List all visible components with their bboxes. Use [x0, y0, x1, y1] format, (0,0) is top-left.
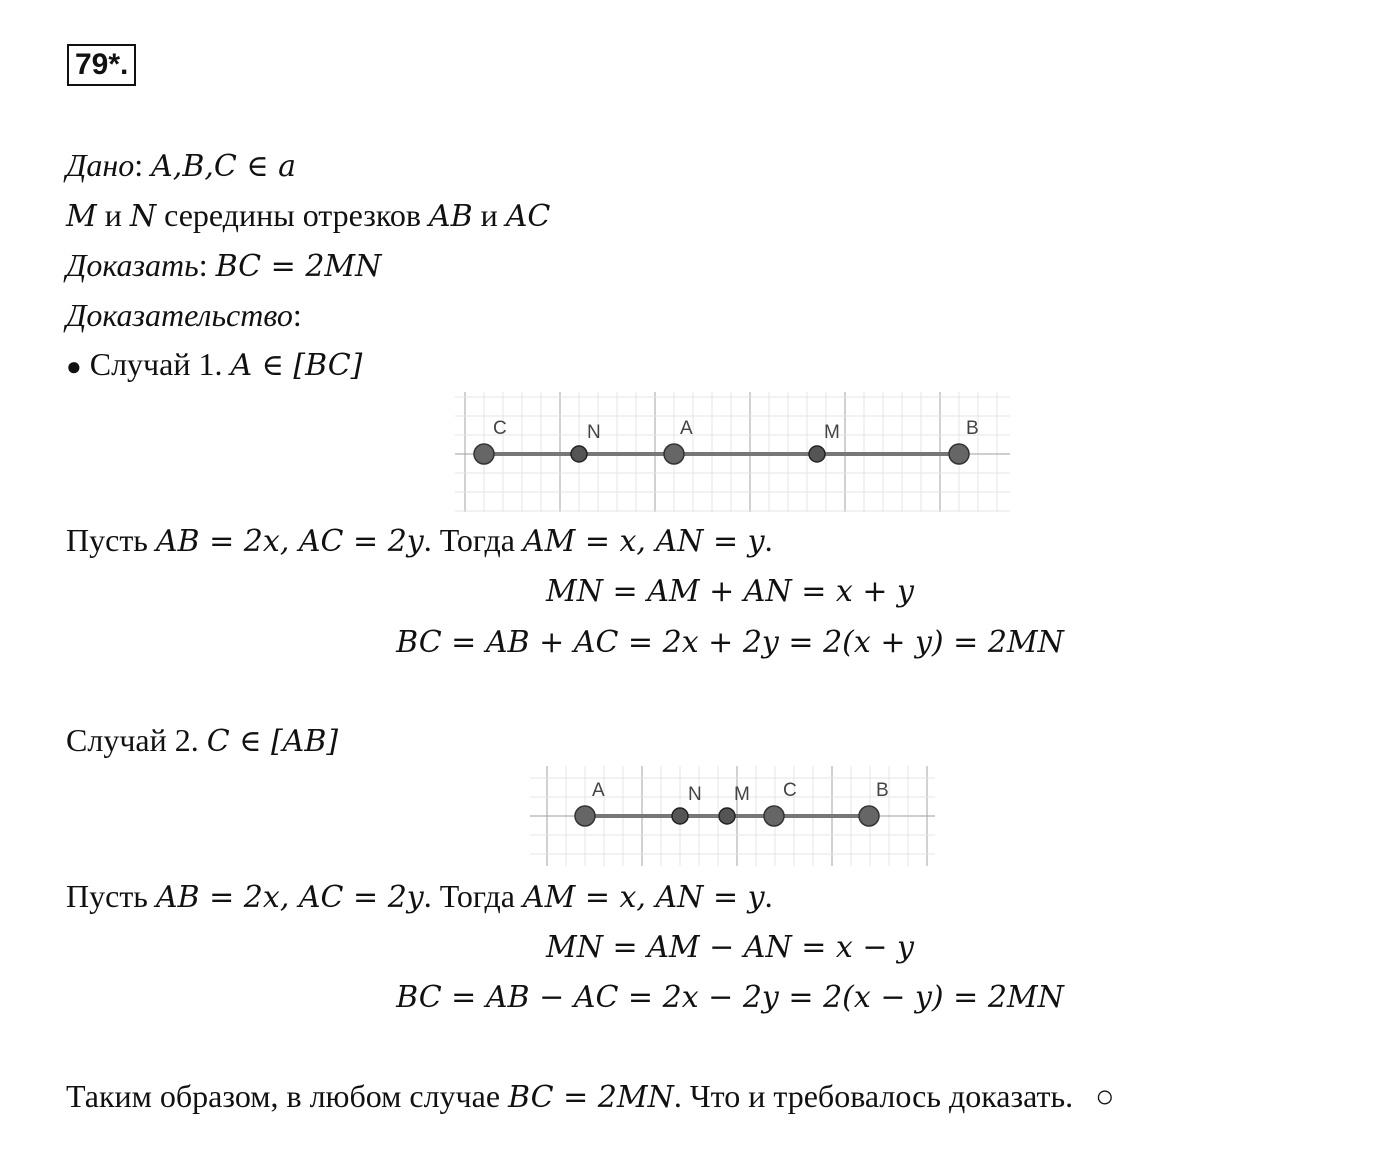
- conclusion-line: Таким образом, в любом случае BC = 2MN. Что и требовалось доказать. ○: [66, 1078, 1115, 1115]
- given-statement: A,B,C ∈ a: [151, 149, 297, 184]
- label-c: C: [493, 418, 507, 439]
- end-mark-icon: ○: [1095, 1078, 1115, 1114]
- prove-statement: BC = 2MN: [215, 249, 382, 284]
- label-n: N: [688, 784, 702, 805]
- point-n: [571, 446, 587, 462]
- problem-number: 79*.: [67, 44, 136, 86]
- case1-equation-1: MN = AM + AN = x + y: [546, 574, 914, 609]
- label-c: C: [783, 780, 797, 801]
- proof-line: Доказательство:: [66, 297, 302, 333]
- case1-heading: ● Случай 1. A ∈ [BC]: [66, 346, 363, 383]
- proof-label: Доказательство: [66, 297, 293, 333]
- case2-heading: Случай 2. C ∈ [AB]: [66, 722, 339, 759]
- label-n: N: [587, 422, 601, 443]
- bullet-icon: ●: [66, 352, 82, 381]
- point-n: [672, 808, 688, 824]
- midpoints-line: M и N середины отрезков AB и AC: [66, 197, 551, 234]
- point-c: [474, 444, 494, 464]
- point-b: [949, 444, 969, 464]
- case1-diagram: [455, 392, 1010, 512]
- point-a: [664, 444, 684, 464]
- point-m: [809, 446, 825, 462]
- given-label: Дано: [66, 147, 135, 183]
- point-c: [764, 806, 784, 826]
- label-m: M: [824, 422, 840, 443]
- label-b: B: [966, 418, 979, 439]
- case1-equation-2: BC = AB + AC = 2x + 2y = 2(x + y) = 2MN: [396, 625, 1064, 660]
- case2-equation-2: BC = AB − AC = 2x − 2y = 2(x − y) = 2MN: [396, 980, 1064, 1015]
- label-b: B: [876, 780, 889, 801]
- given-line: Дано: A,B,C ∈ a: [66, 147, 297, 184]
- case1-let-line: Пусть AB = 2x, AC = 2y. Тогда AM = x, AN = y.: [66, 522, 773, 559]
- label-m: M: [734, 784, 750, 805]
- point-a: [575, 806, 595, 826]
- point-m: [719, 808, 735, 824]
- point-b: [859, 806, 879, 826]
- prove-label: Доказать: [66, 247, 199, 283]
- label-a: A: [592, 780, 605, 801]
- case2-let-line: Пусть AB = 2x, AC = 2y. Тогда AM = x, AN = y.: [66, 878, 773, 915]
- case2-diagram: [530, 766, 935, 866]
- prove-line: Доказать: BC = 2MN: [66, 247, 382, 284]
- label-a: A: [680, 418, 693, 439]
- case2-equation-1: MN = AM − AN = x − y: [546, 930, 914, 965]
